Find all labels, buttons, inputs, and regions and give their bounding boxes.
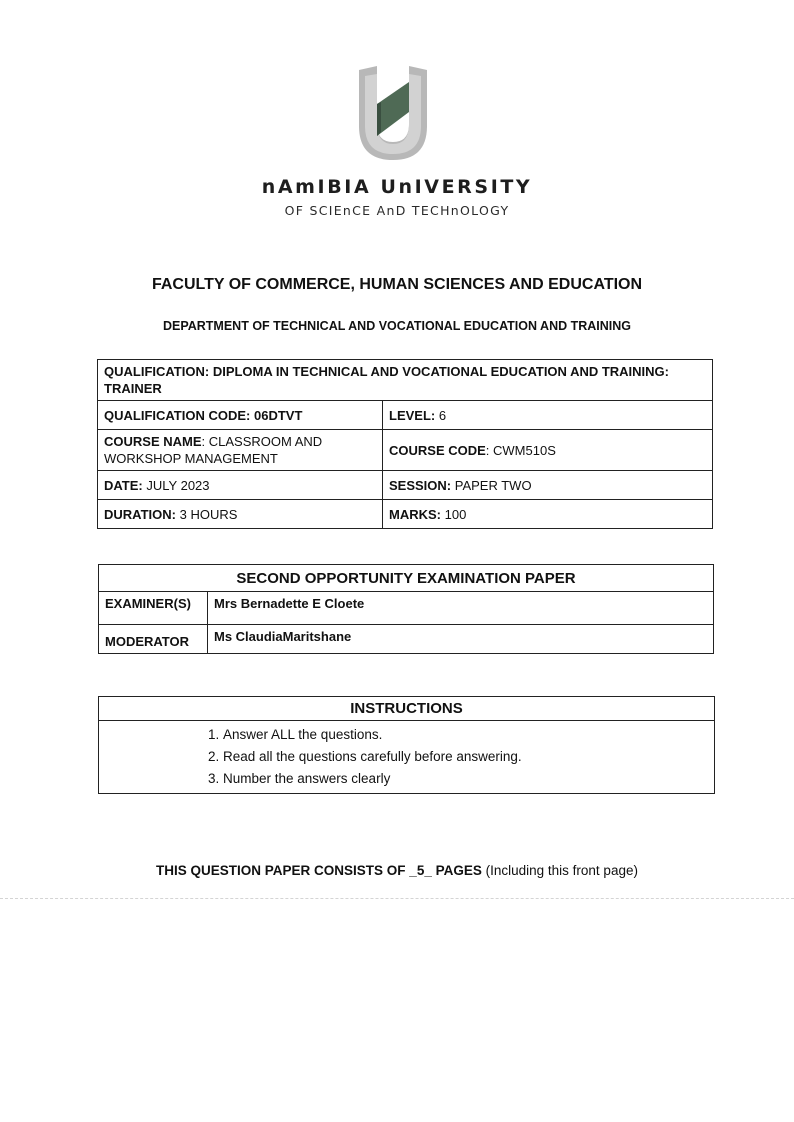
university-logo-icon [357, 64, 429, 162]
faculty-heading: FACULTY OF COMMERCE, HUMAN SCIENCES AND EDUCATION [151, 276, 643, 293]
course-details-table [97, 359, 713, 529]
qualification-code-value: 06DTVT [253, 407, 303, 423]
qualification-code-label: QUALIFICATION CODE: [104, 407, 251, 423]
session-cell [383, 471, 713, 500]
instructions-body-row [99, 721, 715, 794]
examiner-row [99, 592, 714, 625]
page-count-note [0, 863, 794, 878]
scan-divider [0, 898, 794, 899]
course-code-value: : CWM510S [485, 442, 556, 458]
duration-marks-row [98, 500, 713, 529]
moderator-value: Ms ClaudiaMaritshane [208, 625, 714, 654]
instruction-item: 1. Answer ALL the questions. [223, 724, 708, 746]
level-cell [383, 401, 713, 430]
duration-value: 3 HOURS [179, 506, 238, 522]
university-subtitle: OF SCIEnCE AnD TECHnOLOGY [284, 203, 510, 218]
duration-cell [98, 500, 383, 529]
date-session-row [98, 471, 713, 500]
instructions-body [99, 721, 715, 794]
qualification-label: QUALIFICATION: [104, 364, 210, 379]
course-row [98, 430, 713, 471]
marks-value: 100 [444, 506, 467, 522]
course-code-cell [383, 430, 713, 471]
instructions-title: INSTRUCTIONS [99, 697, 715, 721]
course-name-value: : CLASSROOM AND WORKSHOP MANAGEMENT [104, 434, 323, 466]
instructions-list [99, 724, 708, 790]
course-name-label: COURSE NAME [104, 434, 202, 449]
examination-table [98, 564, 714, 654]
moderator-row [99, 625, 714, 654]
session-value: PAPER TWO [454, 477, 532, 493]
department-heading: DEPARTMENT OF TECHNICAL AND VOCATIONAL EDUCATION AND TRAINING [162, 319, 632, 333]
instruction-item: 2. Read all the questions carefully before answering. [223, 746, 708, 768]
level-value: 6 [438, 407, 447, 423]
qualification-cell [98, 360, 713, 401]
date-label: DATE: [104, 477, 143, 493]
marks-cell [383, 500, 713, 529]
date-value: JULY 2023 [146, 477, 210, 493]
code-level-row [98, 401, 713, 430]
moderator-label: MODERATOR [99, 625, 208, 654]
date-cell [98, 471, 383, 500]
duration-label: DURATION: [104, 506, 176, 522]
session-label: SESSION: [389, 477, 452, 493]
qualification-value: DIPLOMA IN TECHNICAL AND VOCATIONAL EDUCATION AND TRAINING: TRAINER [104, 364, 669, 396]
examiner-label: EXAMINER(S) [99, 592, 208, 625]
instructions-title-row [99, 697, 715, 721]
university-name: nAmIBIA UnIVERSITY [261, 176, 533, 198]
instruction-item: 3. Number the answers clearly [223, 768, 708, 790]
marks-label: MARKS: [389, 506, 441, 522]
course-name-cell [98, 430, 383, 471]
page-count-normal: (Including this front page) [485, 863, 638, 878]
exam-title: SECOND OPPORTUNITY EXAMINATION PAPER [99, 565, 714, 592]
instructions-table [98, 696, 715, 794]
examiner-value: Mrs Bernadette E Cloete [208, 592, 714, 625]
exam-title-row [99, 565, 714, 592]
page-count-bold: THIS QUESTION PAPER CONSISTS OF _5_ PAGES [156, 863, 482, 878]
qualification-code-cell [98, 401, 383, 430]
level-label: LEVEL: [389, 407, 436, 423]
course-code-label: COURSE CODE [389, 442, 486, 458]
qualification-row [98, 360, 713, 401]
